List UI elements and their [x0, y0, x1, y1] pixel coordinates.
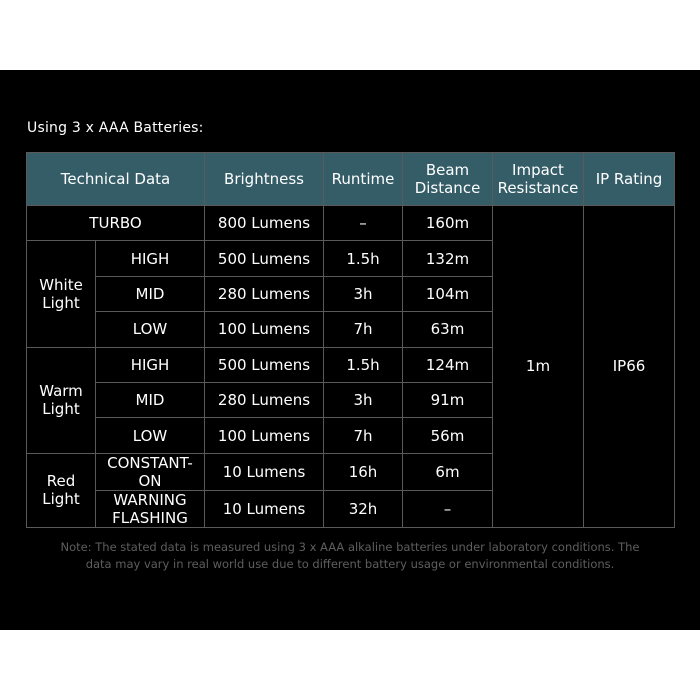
table-header-row	[27, 153, 675, 206]
runtime-cell: 7h	[324, 418, 403, 453]
impact-resistance-value: 1m	[493, 206, 584, 528]
header-impact-resistance	[493, 153, 584, 206]
spec-table	[26, 152, 675, 528]
beam-cell: 160m	[403, 206, 493, 241]
group-label-line-1: Red	[46, 472, 76, 491]
brightness-cell: 280 Lumens	[205, 276, 324, 311]
header-brightness: Brightness	[205, 153, 324, 206]
runtime-cell: 16h	[324, 453, 403, 490]
mode-cell: TURBO	[27, 206, 205, 241]
brightness-cell: 500 Lumens	[205, 241, 324, 276]
mode-cell	[96, 490, 205, 527]
mode-cell: MID	[96, 276, 205, 311]
group-label-line-2: Light	[42, 490, 80, 509]
brightness-cell: 800 Lumens	[205, 206, 324, 241]
ip-rating-value: IP66	[584, 206, 675, 528]
runtime-cell: 1.5h	[324, 347, 403, 382]
mode-cell: LOW	[96, 418, 205, 453]
beam-cell: –	[403, 490, 493, 527]
runtime-cell: –	[324, 206, 403, 241]
header-impact-line-2: Resistance	[497, 179, 579, 197]
brightness-cell: 500 Lumens	[205, 347, 324, 382]
mode-cell: HIGH	[96, 347, 205, 382]
runtime-cell: 32h	[324, 490, 403, 527]
brightness-cell: 100 Lumens	[205, 418, 324, 453]
note-line-2: data may vary in real world use due to different battery usage or environmental conditions.	[85, 557, 615, 571]
brightness-cell: 100 Lumens	[205, 312, 324, 347]
mode-cell: HIGH	[96, 241, 205, 276]
group-white-light	[27, 241, 96, 347]
table-row	[27, 206, 675, 241]
beam-cell: 56m	[403, 418, 493, 453]
group-red-light	[27, 453, 96, 527]
group-label-line-1: Warm	[39, 382, 83, 401]
header-beam-line-1: Beam	[425, 161, 470, 179]
brightness-cell: 10 Lumens	[205, 490, 324, 527]
beam-cell: 91m	[403, 382, 493, 417]
group-label-line-1: White	[39, 275, 83, 294]
runtime-cell: 3h	[324, 382, 403, 417]
mode-line-2: FLASHING	[112, 508, 188, 527]
beam-cell: 124m	[403, 347, 493, 382]
runtime-cell: 1.5h	[324, 241, 403, 276]
header-ip-rating: IP Rating	[584, 153, 675, 206]
beam-cell: 6m	[403, 453, 493, 490]
header-technical-data: Technical Data	[27, 153, 205, 206]
beam-cell: 132m	[403, 241, 493, 276]
note-line-1: Note: The stated data is measured using 3 x AAA alkaline batteries under laboratory conditions. The	[60, 540, 640, 554]
header-runtime: Runtime	[324, 153, 403, 206]
runtime-cell: 7h	[324, 312, 403, 347]
battery-caption: Using 3 x AAA Batteries:	[27, 120, 204, 136]
mode-line-1: WARNING	[113, 490, 187, 509]
mode-cell: LOW	[96, 312, 205, 347]
brightness-cell: 280 Lumens	[205, 382, 324, 417]
group-label-line-2: Light	[42, 293, 80, 312]
header-impact-line-1: Impact	[512, 161, 564, 179]
disclaimer-note	[30, 539, 670, 573]
brightness-cell: 10 Lumens	[205, 453, 324, 490]
beam-cell: 104m	[403, 276, 493, 311]
beam-cell: 63m	[403, 312, 493, 347]
group-warm-light	[27, 347, 96, 453]
runtime-cell: 3h	[324, 276, 403, 311]
header-beam-distance	[403, 153, 493, 206]
mode-cell: MID	[96, 382, 205, 417]
group-label-line-2: Light	[42, 400, 80, 419]
mode-cell: CONSTANT-ON	[96, 453, 205, 490]
header-beam-line-2: Distance	[414, 179, 481, 197]
